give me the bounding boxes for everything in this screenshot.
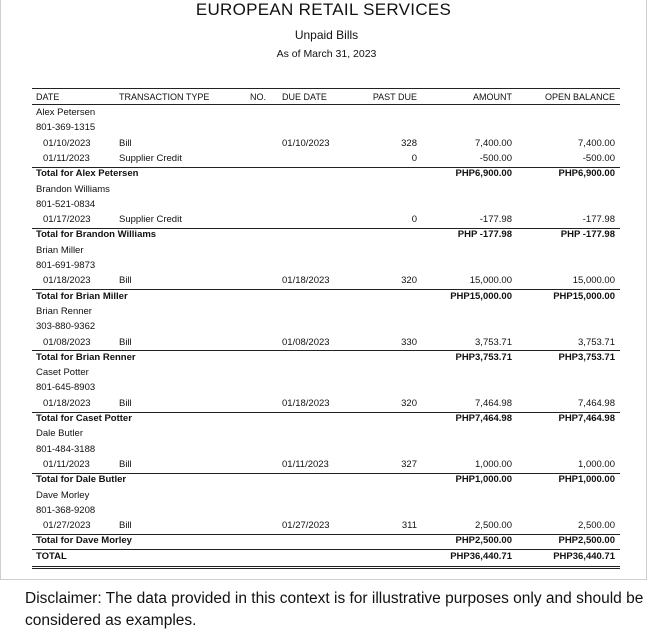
- vendor-total-open: PHP1,000.00: [558, 474, 615, 486]
- txn-due-date: [282, 153, 352, 165]
- vendor-total-open: PHP -177.98: [560, 229, 615, 241]
- vendor-name: Brian Miller: [36, 244, 84, 256]
- txn-open-balance: 7,400.00: [578, 137, 615, 149]
- txn-open-balance: 7,464.98: [578, 397, 615, 409]
- vendor-phone: 801-368-9208: [36, 504, 96, 516]
- vendor-phone: 801-645-8903: [36, 382, 96, 394]
- disclaimer-text: Disclaimer: The data provided in this context is for illustrative purposes only and should be considered as examples.: [25, 590, 644, 629]
- vendor-total-open: PHP6,900.00: [558, 168, 615, 180]
- col-header-open: OPEN BALANCE: [544, 92, 615, 102]
- vendor-total-open: PHP3,753.71: [558, 351, 615, 363]
- txn-amount: -500.00: [479, 152, 512, 164]
- vendor-phone: 801-691-9873: [36, 260, 96, 271]
- txn-amount: 7,400.00: [475, 137, 512, 149]
- col-header-due: DUE DATE: [282, 92, 327, 102]
- vendor-total-amount: PHP1,000.00: [455, 474, 512, 486]
- vendor-name: Brandon Williams: [36, 183, 110, 195]
- vendor-phone: 801-369-1315: [36, 122, 96, 134]
- txn-open-balance: -177.98: [582, 214, 615, 226]
- grand-total-bottom-rule-1: [32, 566, 620, 567]
- vendor-total-amount: PHP3,753.71: [455, 351, 512, 363]
- grand-total-amount: PHP36,440.71: [450, 550, 512, 562]
- txn-due-date: [282, 214, 352, 226]
- txn-type: Bill: [119, 336, 132, 348]
- vendor-total-label: Total for Brian Miller: [36, 290, 128, 302]
- col-header-type: TRANSACTION TYPE: [119, 92, 210, 102]
- txn-past-due: 328: [401, 137, 417, 149]
- grand-total-bottom-rule-2: [32, 568, 620, 569]
- txn-date: 01/17/2023: [43, 214, 91, 226]
- txn-date: 01/11/2023: [43, 458, 90, 470]
- txn-past-due: 330: [401, 336, 417, 348]
- header-top-rule: [32, 88, 620, 89]
- vendor-total-label: Total for Brandon Williams: [36, 229, 157, 241]
- vendor-total-amount: PHP2,500.00: [455, 535, 512, 547]
- txn-open-balance: 1,000.00: [578, 458, 615, 470]
- txn-type: Bill: [119, 397, 132, 409]
- report-title: Unpaid Bills: [294, 28, 359, 42]
- vendor-name: Dave Morley: [36, 489, 90, 501]
- txn-amount: 7,464.98: [475, 397, 512, 409]
- txn-due-date: 01/10/2023: [282, 137, 330, 149]
- txn-amount: 15,000.00: [469, 275, 512, 287]
- vendor-phone: 303-880-9362: [36, 321, 96, 333]
- vendor-name: Brian Renner: [36, 305, 92, 317]
- txn-past-due: 0: [411, 152, 417, 164]
- txn-amount: 2,500.00: [475, 520, 512, 532]
- txn-open-balance: -500.00: [582, 152, 615, 164]
- col-header-past: PAST DUE: [372, 92, 417, 102]
- txn-past-due: 320: [401, 397, 417, 409]
- txn-past-due: 327: [401, 458, 417, 470]
- txn-due-date: 01/18/2023: [282, 397, 330, 409]
- report-date: As of March 31, 2023: [276, 48, 377, 60]
- txn-type: Supplier Credit: [119, 214, 182, 226]
- vendor-name: Caset Potter: [36, 367, 89, 379]
- txn-due-date: 01/27/2023: [282, 520, 330, 532]
- txn-type: Bill: [119, 520, 132, 532]
- vendor-total-amount: PHP -177.98: [457, 229, 512, 241]
- txn-due-date: 01/08/2023: [282, 336, 330, 348]
- vendor-total-open: PHP15,000.00: [553, 290, 615, 302]
- txn-date: 01/08/2023: [43, 336, 91, 348]
- txn-date: 01/27/2023: [43, 520, 91, 532]
- txn-amount: 1,000.00: [475, 458, 512, 470]
- txn-open-balance: 2,500.00: [578, 520, 615, 532]
- txn-date: 01/18/2023: [43, 275, 91, 287]
- txn-past-due: 320: [401, 275, 417, 287]
- txn-amount: 3,753.71: [475, 336, 512, 348]
- vendor-total-amount: PHP15,000.00: [450, 290, 512, 302]
- col-header-date: DATE: [36, 92, 60, 102]
- grand-total-open: PHP36,440.71: [553, 550, 615, 562]
- txn-date: 01/10/2023: [43, 137, 91, 149]
- txn-type: Bill: [119, 275, 132, 287]
- vendor-total-label: Total for Brian Renner: [36, 351, 136, 363]
- txn-type: Bill: [119, 458, 132, 470]
- vendor-total-amount: PHP7,464.98: [455, 413, 512, 424]
- vendor-total-amount: PHP6,900.00: [455, 168, 512, 180]
- txn-due-date: 01/11/2023: [282, 458, 329, 470]
- txn-open-balance: 15,000.00: [572, 275, 615, 287]
- grand-total-label: TOTAL: [36, 550, 67, 562]
- txn-past-due: 311: [401, 520, 417, 532]
- company-name: EUROPEAN RETAIL SERVICES: [195, 0, 452, 19]
- vendor-total-label: Total for Dave Morley: [36, 535, 132, 547]
- vendor-total-label: Total for Dale Butler: [36, 474, 127, 486]
- txn-due-date: 01/18/2023: [282, 275, 330, 287]
- col-header-no: NO.: [250, 92, 267, 102]
- vendor-total-label: Total for Caset Potter: [36, 413, 132, 424]
- vendor-name: Dale Butler: [36, 428, 83, 440]
- vendor-phone: 801-521-0834: [36, 198, 96, 210]
- txn-open-balance: 3,753.71: [578, 336, 615, 348]
- header-bottom-rule: [32, 104, 620, 105]
- vendor-total-label: Total for Alex Petersen: [36, 168, 139, 180]
- txn-type: Bill: [119, 137, 132, 149]
- txn-type: Supplier Credit: [119, 152, 182, 164]
- vendor-name: Alex Petersen: [36, 107, 96, 118]
- vendor-total-open: PHP2,500.00: [558, 535, 615, 547]
- vendor-total-open: PHP7,464.98: [558, 413, 615, 424]
- txn-past-due: 0: [411, 214, 417, 226]
- txn-date: 01/18/2023: [43, 397, 91, 409]
- vendor-phone: 801-484-3188: [36, 443, 96, 455]
- col-header-amount: AMOUNT: [473, 92, 512, 102]
- txn-amount: -177.98: [479, 214, 512, 226]
- txn-date: 01/11/2023: [43, 152, 90, 164]
